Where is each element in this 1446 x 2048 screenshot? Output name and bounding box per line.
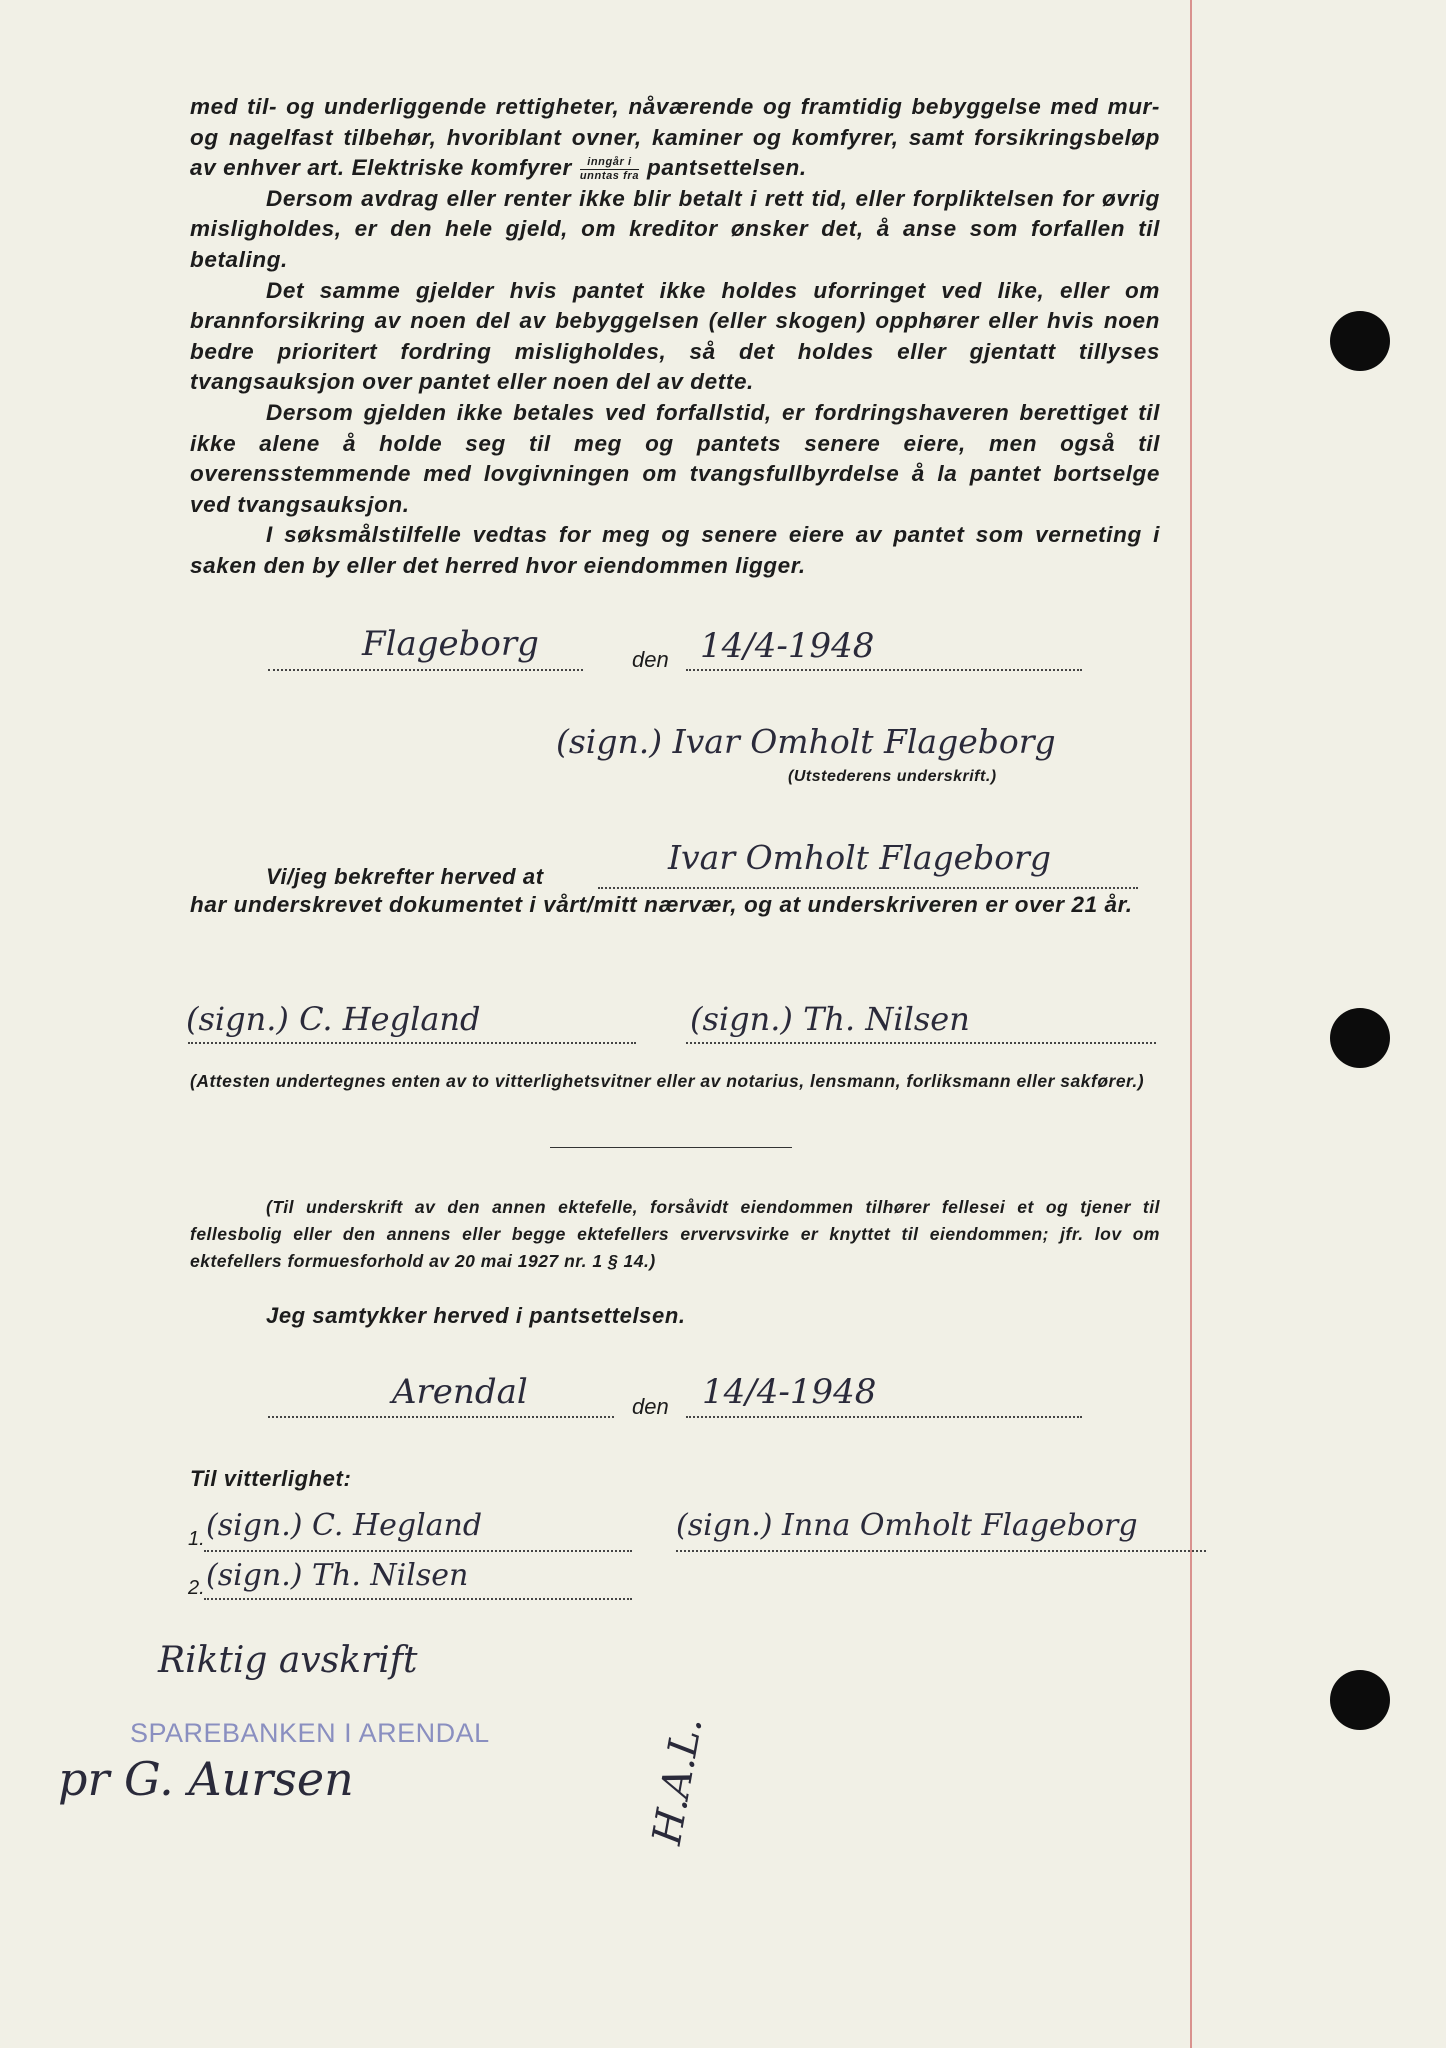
row-number-1: 1. bbox=[188, 1528, 205, 1550]
paragraph-venue: I søksmålstilfelle vedtas for meg og senere eiere av pantet som verneting i saken den by eller det herred hvor eiendommen ligger. bbox=[190, 522, 1160, 578]
place-handwritten: Flageborg bbox=[362, 624, 539, 664]
place-line-2 bbox=[268, 1416, 614, 1418]
paragraph-default: Dersom avdrag eller renter ikke blir betalt i rett tid, eller forpliktelsen for øvrig misligholdes, er den hele gjeld, om kreditor ønsker det, å anse som forfallen til betaling. bbox=[190, 185, 1160, 272]
paragraph-enforcement: Dersom gjelden ikke betales ved forfallstid, er fordringshaveren berettiget til ikke alene å holde seg til meg og pantets senere eiere, men også til overensstemmende med lovgivningen om tvangsfullbyrdelse å la pantet bortselge ved tvangsauksjon. bbox=[190, 399, 1160, 517]
spouse-line bbox=[676, 1550, 1206, 1552]
date-line bbox=[686, 669, 1082, 671]
issuer-caption: (Utstederens underskrift.) bbox=[788, 768, 997, 785]
separator-rule bbox=[550, 1147, 792, 1148]
paragraph-maintenance: Det samme gjelder hvis pantet ikke holdes uforringet ved like, eller om brannforsikring av noen del av bebyggelsen (eller skogen) opphører eller hvis noen bedre prioritert fordring misligholdes, så det holdes eller gjentatt tillyses tvangsauksjon over pantet eller noen del av dette. bbox=[190, 277, 1160, 395]
punch-hole bbox=[1330, 1008, 1390, 1068]
date-2-handwritten: 14/4-1948 bbox=[702, 1372, 877, 1412]
vitterlighet-label: Til vitterlighet: bbox=[190, 1466, 352, 1491]
vit-line-1 bbox=[204, 1550, 632, 1552]
paragraph-property: med til- og underliggende rettigheter, nåværende og framtidig bebyggelse med mur- og nagelfast tilbehør, hvoriblant ovner, kaminer og komfyrer, samt forsikringsbeløp av enhver art. Elektriske komfyrer $\frac{\text{inngår i}}{\text{unntas fra}}$ pantsettelsen. bbox=[190, 94, 1160, 183]
issuer-signature: (sign.) Ivar Omholt Flageborg bbox=[556, 722, 1056, 761]
confirm-prefix: Vi/jeg bekrefter herved at bbox=[266, 864, 544, 889]
fraction-choice: $\frac{\text{inngår i}}{\text{unntas fra}}$ bbox=[579, 156, 640, 183]
vit-1-signature: (sign.) C. Hegland bbox=[206, 1508, 483, 1543]
row-number-2: 2. bbox=[188, 1577, 205, 1599]
place-line bbox=[268, 669, 583, 671]
punch-hole bbox=[1330, 311, 1390, 371]
bank-stamp: SPAREBANKEN I ARENDAL bbox=[130, 1718, 490, 1748]
date-handwritten: 14/4-1948 bbox=[700, 626, 875, 666]
date-line-2 bbox=[686, 1416, 1082, 1418]
spouse-note: (Til underskrift av den annen ektefelle, forsåvidt eiendommen tilhører fellesei et og tjener til fellesbolig eller den annens eller begge ektefellers ervervsvirke er knyttet til eiendommen; jfr. lov om ektefellers formuesforhold av 20 mai 1927 nr. 1 § 14.) bbox=[190, 1197, 1160, 1271]
confirm-text: har underskrevet dokumentet i vårt/mitt nærvær, og at underskriveren er over 21 år. bbox=[190, 892, 1133, 917]
riktig-avskrift-handwritten: Riktig avskrift bbox=[158, 1640, 418, 1681]
vit-2-signature: (sign.) Th. Nilsen bbox=[206, 1558, 469, 1593]
place-2-handwritten: Arendal bbox=[392, 1372, 528, 1412]
confirm-line bbox=[598, 887, 1138, 889]
initials-handwritten: H.A.L. bbox=[644, 1713, 712, 1848]
spouse-signature: (sign.) Inna Omholt Flageborg bbox=[676, 1508, 1138, 1543]
stamp-signature: pr G. Aursen bbox=[58, 1752, 354, 1806]
margin-line bbox=[1190, 0, 1192, 2048]
mortgage-terms bbox=[190, 92, 1160, 582]
witness-1-signature: (sign.) C. Hegland bbox=[186, 1000, 481, 1038]
witness-line-2 bbox=[686, 1042, 1156, 1044]
punch-hole bbox=[1330, 1670, 1390, 1730]
attest-note: (Attesten undertegnes enten av to vitterlighetsvitner eller av notarius, lensmann, forliksmann eller sakfører.) bbox=[190, 1071, 1145, 1091]
witness-line-1 bbox=[188, 1042, 636, 1044]
den-label-2: den bbox=[632, 1394, 669, 1419]
consent-text: Jeg samtykker herved i pantsettelsen. bbox=[266, 1303, 686, 1328]
witness-2-signature: (sign.) Th. Nilsen bbox=[690, 1000, 970, 1038]
den-label: den bbox=[632, 647, 669, 672]
confirm-name-handwritten: Ivar Omholt Flageborg bbox=[668, 838, 1052, 877]
vit-line-2 bbox=[204, 1598, 632, 1600]
